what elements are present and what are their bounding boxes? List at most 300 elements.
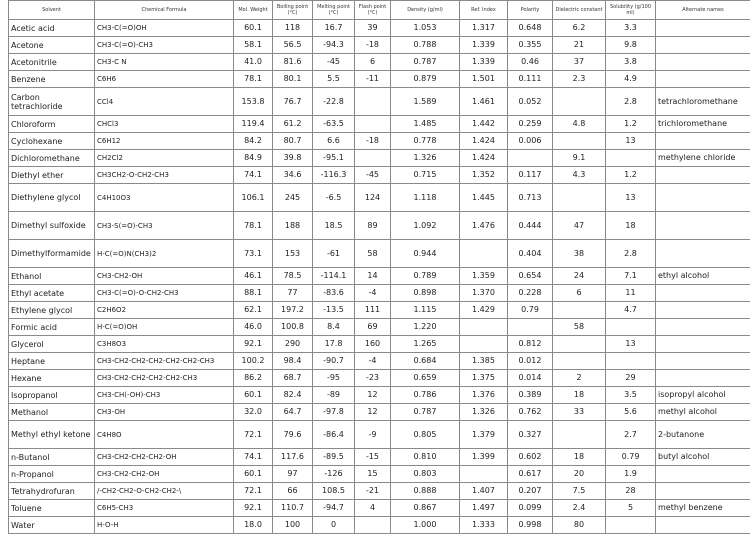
cell-melting-point: -6.5: [313, 184, 355, 212]
cell-alternate-names: isopropyl alcohol: [656, 387, 750, 404]
cell-density: 1.220: [391, 319, 460, 336]
table-row: [9, 500, 750, 517]
table-row: [9, 517, 750, 534]
cell-ref-index: [460, 319, 508, 336]
cell-solubility: 3.5: [606, 387, 656, 404]
cell-dielectric-constant: 37: [553, 54, 606, 71]
cell-flash-point: 4: [355, 500, 391, 517]
cell-polarity: 0.404: [508, 240, 553, 268]
cell-alternate-names: [656, 285, 750, 302]
cell-formula: CH3CH2-O-CH2-CH3: [95, 167, 234, 184]
cell-alternate-names: [656, 466, 750, 483]
cell-mol-weight: 73.1: [234, 240, 273, 268]
cell-solubility: [606, 150, 656, 167]
cell-flash-point: 39: [355, 20, 391, 37]
cell-solvent: Dimethylformamide: [9, 240, 95, 268]
table-row: [9, 449, 750, 466]
cell-alternate-names: [656, 20, 750, 37]
cell-boiling-point: 78.5: [273, 268, 313, 285]
cell-melting-point: 16.7: [313, 20, 355, 37]
cell-alternate-names: [656, 517, 750, 534]
cell-solvent: Cyclohexane: [9, 133, 95, 150]
cell-formula: H-C(=O)OH: [95, 319, 234, 336]
cell-solvent: Hexane: [9, 370, 95, 387]
cell-alternate-names: methyl benzene: [656, 500, 750, 517]
cell-melting-point: -95: [313, 370, 355, 387]
cell-melting-point: -63.5: [313, 116, 355, 133]
cell-mol-weight: 72.1: [234, 483, 273, 500]
cell-solubility: 2.8: [606, 240, 656, 268]
cell-solvent: Ethanol: [9, 268, 95, 285]
cell-ref-index: 1.326: [460, 404, 508, 421]
cell-solubility: 5.6: [606, 404, 656, 421]
cell-melting-point: -86.4: [313, 421, 355, 449]
cell-solvent: Benzene: [9, 71, 95, 88]
cell-boiling-point: 110.7: [273, 500, 313, 517]
cell-solubility: 18: [606, 212, 656, 240]
cell-boiling-point: 188: [273, 212, 313, 240]
cell-solvent: Methyl ethyl ketone: [9, 421, 95, 449]
cell-melting-point: -97.8: [313, 404, 355, 421]
cell-polarity: 0.117: [508, 167, 553, 184]
cell-mol-weight: 100.2: [234, 353, 273, 370]
cell-polarity: 0.389: [508, 387, 553, 404]
cell-melting-point: -95.1: [313, 150, 355, 167]
cell-ref-index: 1.429: [460, 302, 508, 319]
cell-dielectric-constant: 21: [553, 37, 606, 54]
cell-density: 0.715: [391, 167, 460, 184]
cell-formula: C6H6: [95, 71, 234, 88]
cell-solubility: 9.8: [606, 37, 656, 54]
cell-dielectric-constant: 47: [553, 212, 606, 240]
cell-solvent: Chloroform: [9, 116, 95, 133]
cell-formula: CH3-C(=O)OH: [95, 20, 234, 37]
cell-dielectric-constant: 80: [553, 517, 606, 534]
cell-melting-point: 18.5: [313, 212, 355, 240]
cell-solvent: Acetic acid: [9, 20, 95, 37]
cell-density: 0.787: [391, 404, 460, 421]
cell-dielectric-constant: 6.2: [553, 20, 606, 37]
cell-boiling-point: 98.4: [273, 353, 313, 370]
table-row: [9, 268, 750, 285]
cell-solvent: n-Propanol: [9, 466, 95, 483]
cell-solubility: 1.2: [606, 167, 656, 184]
cell-ref-index: 1.339: [460, 37, 508, 54]
cell-melting-point: -83.6: [313, 285, 355, 302]
cell-boiling-point: 153: [273, 240, 313, 268]
cell-density: 0.659: [391, 370, 460, 387]
cell-melting-point: 5.5: [313, 71, 355, 88]
cell-solvent: Heptane: [9, 353, 95, 370]
cell-ref-index: [460, 240, 508, 268]
cell-boiling-point: 197.2: [273, 302, 313, 319]
cell-melting-point: -90.7: [313, 353, 355, 370]
cell-formula: CH3-C(=O)-CH3: [95, 37, 234, 54]
cell-polarity: 0.998: [508, 517, 553, 534]
table-row: [9, 285, 750, 302]
cell-solubility: 7.1: [606, 268, 656, 285]
cell-solvent: Isopropanol: [9, 387, 95, 404]
cell-flash-point: -21: [355, 483, 391, 500]
cell-alternate-names: [656, 319, 750, 336]
cell-formula: CH3-CH(-OH)-CH3: [95, 387, 234, 404]
cell-polarity: 0.099: [508, 500, 553, 517]
cell-polarity: 0.654: [508, 268, 553, 285]
cell-solubility: 13: [606, 184, 656, 212]
cell-formula: /-CH2-CH2-O-CH2-CH2-\: [95, 483, 234, 500]
cell-ref-index: 1.385: [460, 353, 508, 370]
cell-polarity: 0.355: [508, 37, 553, 54]
header-row: [9, 1, 750, 20]
cell-melting-point: -126: [313, 466, 355, 483]
cell-boiling-point: 77: [273, 285, 313, 302]
cell-flash-point: 89: [355, 212, 391, 240]
cell-alternate-names: methyl alcohol: [656, 404, 750, 421]
cell-flash-point: -45: [355, 167, 391, 184]
cell-melting-point: 6.6: [313, 133, 355, 150]
cell-mol-weight: 92.1: [234, 336, 273, 353]
cell-density: 1.000: [391, 517, 460, 534]
cell-polarity: 0.259: [508, 116, 553, 133]
table-row: [9, 240, 750, 268]
cell-density: 1.589: [391, 88, 460, 116]
cell-solvent: Acetone: [9, 37, 95, 54]
cell-solvent: Glycerol: [9, 336, 95, 353]
cell-mol-weight: 74.1: [234, 167, 273, 184]
cell-flash-point: 69: [355, 319, 391, 336]
cell-solubility: 1.2: [606, 116, 656, 133]
cell-mol-weight: 41.0: [234, 54, 273, 71]
cell-density: 0.888: [391, 483, 460, 500]
cell-alternate-names: [656, 71, 750, 88]
cell-boiling-point: 64.7: [273, 404, 313, 421]
cell-density: 0.788: [391, 37, 460, 54]
cell-solvent: Formic acid: [9, 319, 95, 336]
cell-boiling-point: 81.6: [273, 54, 313, 71]
cell-dielectric-constant: [553, 302, 606, 319]
cell-alternate-names: trichloromethane: [656, 116, 750, 133]
cell-polarity: 0.228: [508, 285, 553, 302]
cell-formula: C4H8O: [95, 421, 234, 449]
cell-solvent: Acetonitrile: [9, 54, 95, 71]
cell-boiling-point: 68.7: [273, 370, 313, 387]
cell-formula: CH3-S(=O)-CH3: [95, 212, 234, 240]
cell-mol-weight: 32.0: [234, 404, 273, 421]
cell-dielectric-constant: 58: [553, 319, 606, 336]
header-flash-point: Flash point (°C): [355, 1, 391, 20]
cell-formula: CCl4: [95, 88, 234, 116]
cell-mol-weight: 84.2: [234, 133, 273, 150]
cell-flash-point: -4: [355, 285, 391, 302]
cell-formula: CH3-CH2-CH2-CH2-CH2-CH3: [95, 370, 234, 387]
cell-formula: CH3-C(=O)-O-CH2-CH3: [95, 285, 234, 302]
cell-formula: CH2Cl2: [95, 150, 234, 167]
cell-boiling-point: 290: [273, 336, 313, 353]
cell-solubility: 4.7: [606, 302, 656, 319]
cell-ref-index: 1.333: [460, 517, 508, 534]
cell-polarity: 0.79: [508, 302, 553, 319]
cell-melting-point: 17.8: [313, 336, 355, 353]
header-alternate-names: Alternate names: [656, 1, 750, 20]
cell-flash-point: 58: [355, 240, 391, 268]
cell-solubility: [606, 353, 656, 370]
cell-dielectric-constant: 2.3: [553, 71, 606, 88]
table-row: [9, 71, 750, 88]
cell-ref-index: 1.379: [460, 421, 508, 449]
cell-polarity: 0.327: [508, 421, 553, 449]
cell-boiling-point: 61.2: [273, 116, 313, 133]
cell-mol-weight: 46.1: [234, 268, 273, 285]
cell-polarity: [508, 319, 553, 336]
cell-density: 0.787: [391, 54, 460, 71]
cell-density: 1.053: [391, 20, 460, 37]
cell-mol-weight: 92.1: [234, 500, 273, 517]
cell-density: 1.485: [391, 116, 460, 133]
table-row: [9, 54, 750, 71]
cell-mol-weight: 84.9: [234, 150, 273, 167]
cell-boiling-point: 100: [273, 517, 313, 534]
cell-density: 0.786: [391, 387, 460, 404]
table-header: [9, 1, 750, 20]
cell-flash-point: -9: [355, 421, 391, 449]
cell-formula: H-C(=O)N(CH3)2: [95, 240, 234, 268]
cell-solvent: Methanol: [9, 404, 95, 421]
cell-alternate-names: [656, 302, 750, 319]
cell-polarity: 0.444: [508, 212, 553, 240]
cell-solvent: Dichloromethane: [9, 150, 95, 167]
cell-solubility: 11: [606, 285, 656, 302]
cell-solubility: 4.9: [606, 71, 656, 88]
cell-dielectric-constant: 6: [553, 285, 606, 302]
cell-polarity: 0.052: [508, 88, 553, 116]
cell-melting-point: -22.8: [313, 88, 355, 116]
cell-solubility: 0.79: [606, 449, 656, 466]
cell-polarity: 0.812: [508, 336, 553, 353]
cell-boiling-point: 34.6: [273, 167, 313, 184]
cell-flash-point: 14: [355, 268, 391, 285]
cell-solubility: 13: [606, 133, 656, 150]
cell-density: 1.092: [391, 212, 460, 240]
cell-melting-point: -61: [313, 240, 355, 268]
cell-melting-point: -94.3: [313, 37, 355, 54]
cell-ref-index: 1.476: [460, 212, 508, 240]
cell-alternate-names: [656, 370, 750, 387]
cell-boiling-point: 97: [273, 466, 313, 483]
cell-solvent: Diethyl ether: [9, 167, 95, 184]
table-row: [9, 483, 750, 500]
cell-dielectric-constant: [553, 336, 606, 353]
cell-solubility: [606, 517, 656, 534]
cell-flash-point: [355, 116, 391, 133]
cell-mol-weight: 106.1: [234, 184, 273, 212]
table-row: [9, 167, 750, 184]
cell-boiling-point: 66: [273, 483, 313, 500]
cell-polarity: 0.012: [508, 353, 553, 370]
cell-ref-index: 1.497: [460, 500, 508, 517]
cell-dielectric-constant: 20: [553, 466, 606, 483]
cell-dielectric-constant: 9.1: [553, 150, 606, 167]
cell-polarity: 0.111: [508, 71, 553, 88]
cell-polarity: 0.713: [508, 184, 553, 212]
cell-melting-point: -45: [313, 54, 355, 71]
cell-ref-index: [460, 336, 508, 353]
cell-mol-weight: 86.2: [234, 370, 273, 387]
cell-alternate-names: [656, 240, 750, 268]
cell-dielectric-constant: [553, 421, 606, 449]
cell-alternate-names: [656, 133, 750, 150]
cell-dielectric-constant: 24: [553, 268, 606, 285]
cell-mol-weight: 46.0: [234, 319, 273, 336]
cell-alternate-names: ethyl alcohol: [656, 268, 750, 285]
cell-solubility: 3.3: [606, 20, 656, 37]
table-row: [9, 184, 750, 212]
cell-flash-point: 124: [355, 184, 391, 212]
cell-density: 0.898: [391, 285, 460, 302]
cell-formula: CH3-CH2-CH2-OH: [95, 466, 234, 483]
cell-formula: CH3-CH2-CH2-CH2-OH: [95, 449, 234, 466]
cell-dielectric-constant: [553, 353, 606, 370]
cell-alternate-names: [656, 483, 750, 500]
cell-ref-index: 1.501: [460, 71, 508, 88]
cell-polarity: 0.014: [508, 370, 553, 387]
cell-alternate-names: methylene chloride: [656, 150, 750, 167]
cell-boiling-point: 245: [273, 184, 313, 212]
cell-flash-point: 12: [355, 387, 391, 404]
cell-alternate-names: tetrachloromethane: [656, 88, 750, 116]
cell-solubility: 5: [606, 500, 656, 517]
cell-alternate-names: [656, 184, 750, 212]
cell-solvent: Ethyl acetate: [9, 285, 95, 302]
cell-solubility: 2.8: [606, 88, 656, 116]
cell-polarity: 0.762: [508, 404, 553, 421]
cell-mol-weight: 60.1: [234, 466, 273, 483]
cell-polarity: 0.207: [508, 483, 553, 500]
header-solvent: Solvent: [9, 1, 95, 20]
header-density: Density (g/ml): [391, 1, 460, 20]
cell-flash-point: -4: [355, 353, 391, 370]
cell-ref-index: 1.375: [460, 370, 508, 387]
cell-boiling-point: 76.7: [273, 88, 313, 116]
cell-ref-index: 1.339: [460, 54, 508, 71]
cell-polarity: 0.617: [508, 466, 553, 483]
cell-solubility: 2.7: [606, 421, 656, 449]
cell-density: 0.879: [391, 71, 460, 88]
cell-polarity: [508, 150, 553, 167]
cell-solvent: Tetrahydrofuran: [9, 483, 95, 500]
cell-melting-point: -94.7: [313, 500, 355, 517]
cell-solvent: Ethylene glycol: [9, 302, 95, 319]
cell-flash-point: -18: [355, 133, 391, 150]
cell-flash-point: [355, 517, 391, 534]
cell-flash-point: -18: [355, 37, 391, 54]
header-polarity: Polarity: [508, 1, 553, 20]
cell-polarity: 0.648: [508, 20, 553, 37]
cell-alternate-names: [656, 54, 750, 71]
cell-ref-index: 1.445: [460, 184, 508, 212]
cell-solvent: Water: [9, 517, 95, 534]
cell-alternate-names: [656, 167, 750, 184]
cell-density: 0.944: [391, 240, 460, 268]
cell-ref-index: 1.376: [460, 387, 508, 404]
cell-flash-point: 12: [355, 404, 391, 421]
cell-density: 0.805: [391, 421, 460, 449]
cell-density: 0.789: [391, 268, 460, 285]
cell-polarity: 0.46: [508, 54, 553, 71]
header-dielectric-constant: Dielectric constant: [553, 1, 606, 20]
table-row: [9, 421, 750, 449]
cell-boiling-point: 79.6: [273, 421, 313, 449]
table-row: [9, 20, 750, 37]
cell-flash-point: 111: [355, 302, 391, 319]
table-row: [9, 336, 750, 353]
cell-ref-index: 1.407: [460, 483, 508, 500]
cell-density: 0.867: [391, 500, 460, 517]
cell-flash-point: [355, 88, 391, 116]
cell-solubility: 29: [606, 370, 656, 387]
cell-ref-index: 1.399: [460, 449, 508, 466]
cell-formula: C3H8O3: [95, 336, 234, 353]
cell-alternate-names: butyl alcohol: [656, 449, 750, 466]
header-solubility: Solubility (g/100 ml): [606, 1, 656, 20]
cell-solubility: 3.8: [606, 54, 656, 71]
cell-solubility: 1.9: [606, 466, 656, 483]
solvent-properties-table-container: [8, 0, 750, 534]
table-row: [9, 466, 750, 483]
cell-mol-weight: 60.1: [234, 387, 273, 404]
cell-mol-weight: 78.1: [234, 212, 273, 240]
cell-boiling-point: 80.1: [273, 71, 313, 88]
cell-formula: H-O-H: [95, 517, 234, 534]
cell-melting-point: -114.1: [313, 268, 355, 285]
cell-dielectric-constant: 2: [553, 370, 606, 387]
cell-mol-weight: 18.0: [234, 517, 273, 534]
cell-formula: C2H6O2: [95, 302, 234, 319]
cell-formula: C4H10O3: [95, 184, 234, 212]
cell-boiling-point: 82.4: [273, 387, 313, 404]
header-ref-index: Ref. Index: [460, 1, 508, 20]
table-row: [9, 404, 750, 421]
cell-mol-weight: 153.8: [234, 88, 273, 116]
cell-ref-index: 1.442: [460, 116, 508, 133]
cell-boiling-point: 56.5: [273, 37, 313, 54]
cell-melting-point: -89.5: [313, 449, 355, 466]
table-row: [9, 212, 750, 240]
cell-alternate-names: 2-butanone: [656, 421, 750, 449]
cell-mol-weight: 72.1: [234, 421, 273, 449]
header-mol-weight: Mol. Weight: [234, 1, 273, 20]
cell-solubility: 13: [606, 336, 656, 353]
cell-density: 0.803: [391, 466, 460, 483]
table-body: [9, 20, 750, 534]
cell-mol-weight: 74.1: [234, 449, 273, 466]
cell-solubility: 28: [606, 483, 656, 500]
cell-density: 0.810: [391, 449, 460, 466]
cell-dielectric-constant: [553, 133, 606, 150]
cell-solvent: Carbon tetrachloride: [9, 88, 95, 116]
cell-polarity: 0.006: [508, 133, 553, 150]
cell-polarity: 0.602: [508, 449, 553, 466]
cell-boiling-point: 100.8: [273, 319, 313, 336]
cell-formula: CH3-CH2-OH: [95, 268, 234, 285]
cell-mol-weight: 119.4: [234, 116, 273, 133]
cell-solvent: Toluene: [9, 500, 95, 517]
table-row: [9, 370, 750, 387]
header-boiling-point: Boiling point (°C): [273, 1, 313, 20]
table-row: [9, 133, 750, 150]
cell-dielectric-constant: 7.5: [553, 483, 606, 500]
table-row: [9, 302, 750, 319]
cell-formula: C6H5-CH3: [95, 500, 234, 517]
